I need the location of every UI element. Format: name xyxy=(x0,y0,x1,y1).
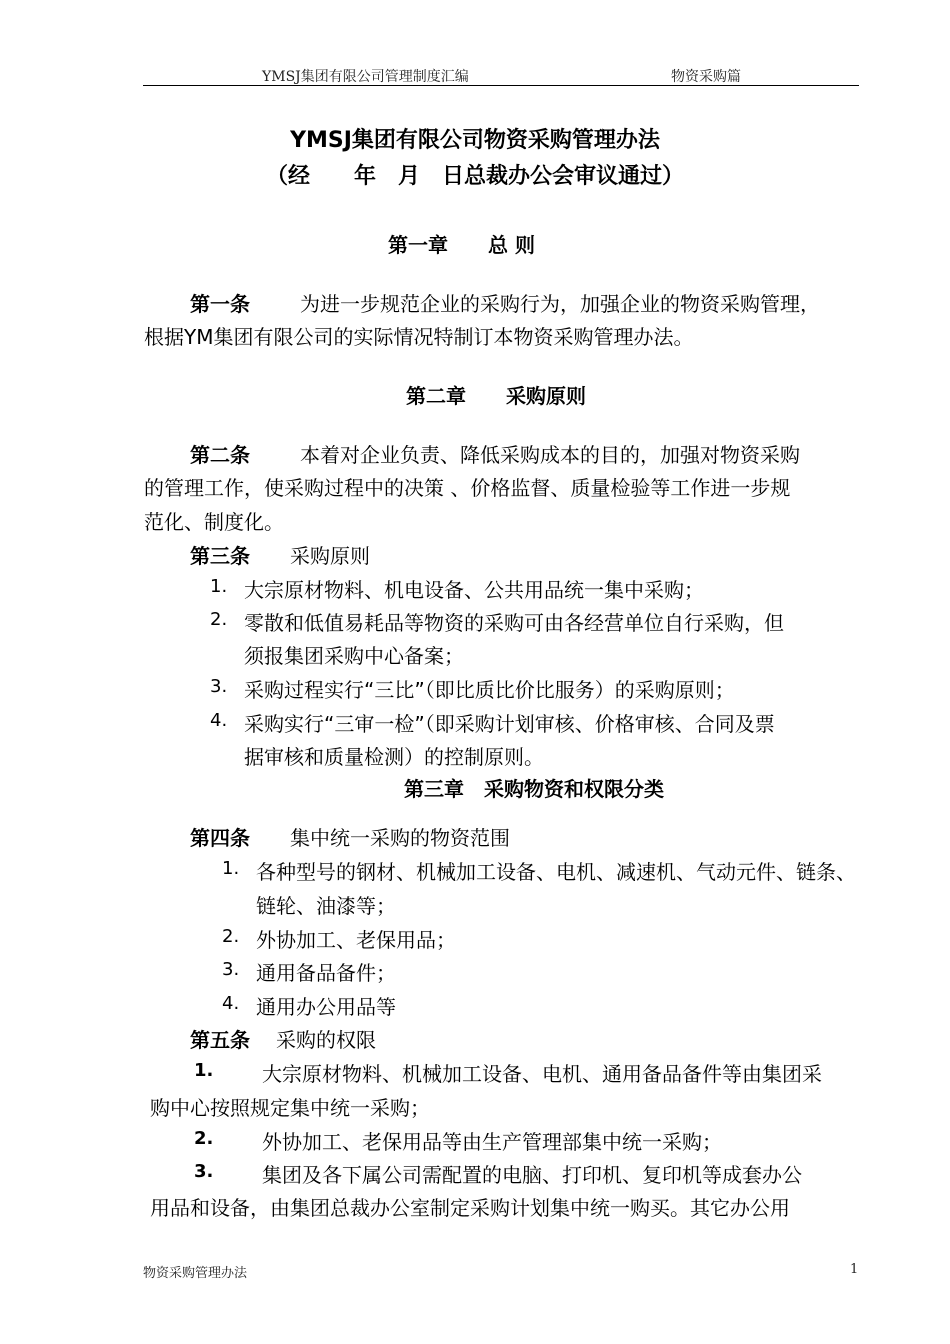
article-3-heading: 采购原则 xyxy=(290,544,370,568)
list-item-number: 4. xyxy=(222,993,240,1014)
chapter-2-heading: 第二章 采购原则 xyxy=(406,384,586,408)
article-4-label: 第四条 xyxy=(190,826,250,850)
list-item-text: 链轮、油漆等； xyxy=(256,894,396,918)
list-item-text: 购中心按照规定集中统一采购； xyxy=(150,1096,430,1120)
doc-title: YMSJ集团有限公司物资采购管理办法 xyxy=(290,128,660,153)
article-2-line: 的管理工作，使采购过程中的决策 、价格监督、质量检验等工作进一步规 xyxy=(144,476,791,500)
list-item-number: 3. xyxy=(194,1161,214,1182)
list-item-number: 3. xyxy=(210,676,228,697)
list-item-text: 据审核和质量检测）的控制原则。 xyxy=(244,745,544,769)
list-item-number: 1. xyxy=(222,858,240,879)
article-5-label: 第五条 xyxy=(190,1028,250,1052)
list-item-number: 3. xyxy=(222,959,240,980)
header-right: 物资采购篇 xyxy=(671,69,741,85)
article-5-heading: 采购的权限 xyxy=(276,1028,376,1052)
article-1-label: 第一条 xyxy=(190,292,250,316)
list-item-number: 2. xyxy=(222,926,240,947)
article-1-line: 根据YM集团有限公司的实际情况特制订本物资采购管理办法。 xyxy=(144,325,694,349)
footer-title: 物资采购管理办法 xyxy=(143,1266,248,1281)
list-item-text: 大宗原材物料、机电设备、公共用品统一集中采购； xyxy=(244,578,704,602)
list-item-text: 零散和低值易耗品等物资的采购可由各经营单位自行采购，但 xyxy=(244,611,784,635)
list-item-text: 采购过程实行“三比”（即比质比价比服务）的采购原则； xyxy=(244,678,735,702)
list-item-number: 4. xyxy=(210,710,228,731)
list-item-number: 2. xyxy=(210,609,228,630)
article-2-line: 本着对企业负责、降低采购成本的目的，加强对物资采购 xyxy=(300,443,800,467)
list-item-number: 1. xyxy=(210,576,228,597)
article-2-label: 第二条 xyxy=(190,443,250,467)
article-1-line: 为进一步规范企业的采购行为，加强企业的物资采购管理， xyxy=(300,292,820,316)
page-number: 1 xyxy=(850,1262,859,1277)
chapter-1-heading: 第一章 总 则 xyxy=(388,233,535,257)
list-item-text: 各种型号的钢材、机械加工设备、电机、减速机、气动元件、链条、 xyxy=(256,860,856,884)
list-item-text: 外协加工、老保用品等由生产管理部集中统一采购； xyxy=(262,1130,722,1154)
list-item-text: 通用备品备件； xyxy=(256,961,396,985)
chapter-3-heading: 第三章 采购物资和权限分类 xyxy=(404,777,664,801)
list-item-text: 外协加工、老保用品； xyxy=(256,928,456,952)
article-2-line: 范化、制度化。 xyxy=(144,510,284,534)
article-3-label: 第三条 xyxy=(190,544,250,568)
list-item-number: 1. xyxy=(194,1060,214,1081)
list-item-text: 用品和设备，由集团总裁办公室制定采购计划集中统一购买。其它办公用 xyxy=(150,1196,790,1220)
list-item-text: 通用办公用品等 xyxy=(256,995,396,1019)
list-item-text: 须报集团采购中心备案； xyxy=(244,644,464,668)
list-item-number: 2. xyxy=(194,1128,214,1149)
article-4-heading: 集中统一采购的物资范围 xyxy=(290,826,510,850)
list-item-text: 集团及各下属公司需配置的电脑、打印机、复印机等成套办公 xyxy=(262,1163,802,1187)
header-rule xyxy=(143,85,859,86)
header-left: YMSJ集团有限公司管理制度汇编 xyxy=(262,69,469,85)
list-item-text: 采购实行“三审一检”（即采购计划审核、价格审核、合同及票 xyxy=(244,712,775,736)
doc-subtitle: （经 年 月 日总裁办公会审议通过） xyxy=(265,164,684,189)
list-item-text: 大宗原材物料、机械加工设备、电机、通用备品备件等由集团采 xyxy=(262,1062,822,1086)
